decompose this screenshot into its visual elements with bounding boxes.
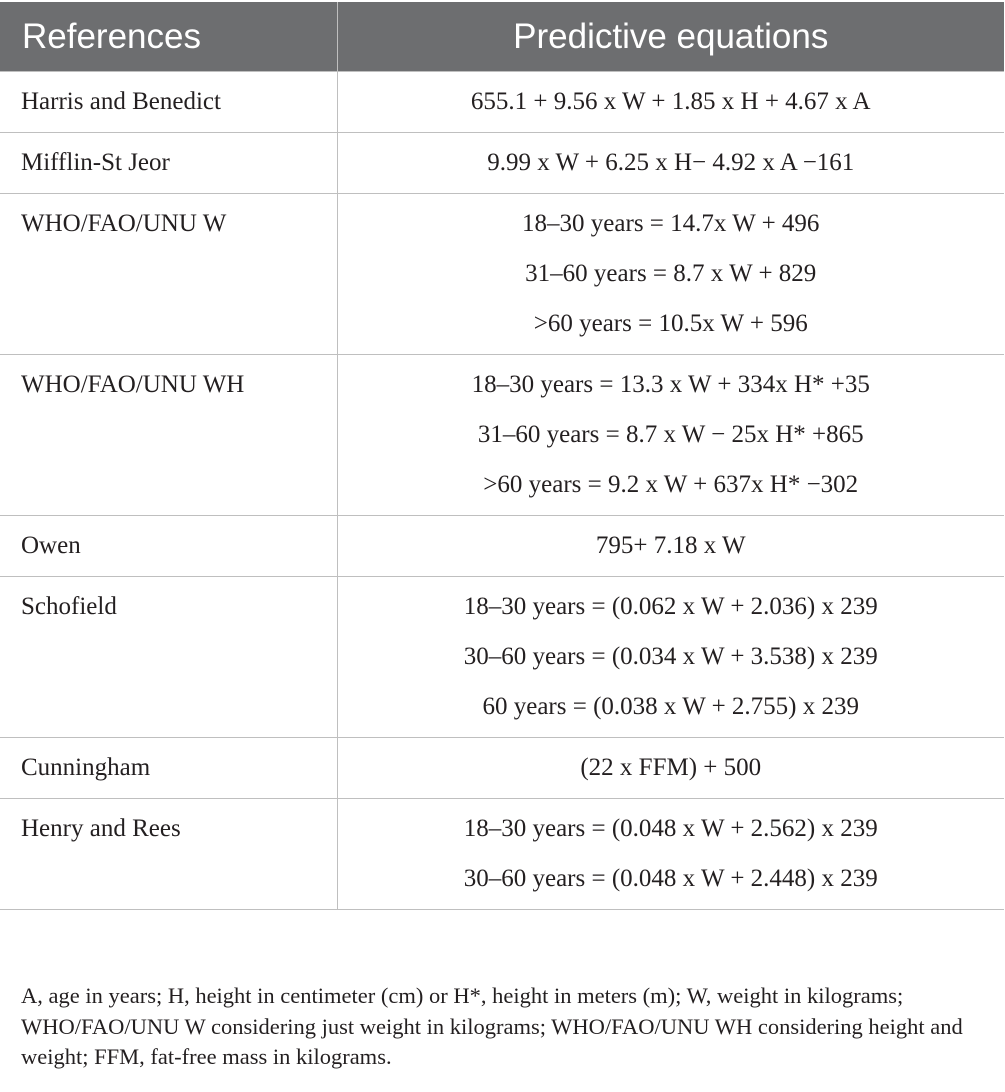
table-row	[0, 133, 1004, 194]
equation-line: 60 years = (0.038 x W + 2.755) x 239	[482, 693, 860, 720]
table-row	[0, 577, 1004, 738]
reference-cell	[0, 72, 337, 133]
reference-name: Harris and Benedict	[21, 88, 221, 115]
equation-line: 795+ 7.18 x W	[595, 532, 746, 559]
equation-cell	[337, 355, 1004, 516]
reference-cell	[0, 799, 337, 910]
equation-line: 18–30 years = (0.048 x W + 2.562) x 239	[463, 815, 878, 842]
table-row	[0, 72, 1004, 133]
reference-cell	[0, 133, 337, 194]
table-row	[0, 799, 1004, 910]
reference-cell	[0, 577, 337, 738]
reference-name: Mifflin-St Jeor	[21, 149, 170, 176]
equation-cell	[337, 194, 1004, 355]
reference-name: Henry and Rees	[21, 815, 181, 842]
equation-line: 18–30 years = 13.3 x W + 334x H* +35	[471, 371, 870, 398]
equation-line: >60 years = 9.2 x W + 637x H* −302	[483, 471, 859, 498]
reference-name: Schofield	[21, 593, 117, 620]
column-header-references: References	[0, 2, 337, 72]
equation-cell	[337, 72, 1004, 133]
reference-name: WHO/FAO/UNU WH	[21, 371, 245, 398]
equation-line: 30–60 years = (0.048 x W + 2.448) x 239	[463, 865, 878, 892]
table-row	[0, 516, 1004, 577]
equation-line: 9.99 x W + 6.25 x H− 4.92 x A −161	[487, 149, 855, 176]
equation-cell	[337, 516, 1004, 577]
column-header-predictive-equations: Predictive equations	[337, 2, 1004, 72]
equation-line: 31–60 years = 8.7 x W − 25x H* +865	[477, 421, 864, 448]
equation-cell	[337, 577, 1004, 738]
equation-cell	[337, 133, 1004, 194]
equation-line: (22 x FFM) + 500	[580, 754, 762, 781]
equation-line: 31–60 years = 8.7 x W + 829	[525, 260, 817, 287]
table-row	[0, 355, 1004, 516]
reference-name: Cunningham	[21, 754, 151, 781]
reference-name: Owen	[21, 532, 81, 559]
equation-line: 655.1 + 9.56 x W + 1.85 x H + 4.67 x A	[470, 88, 871, 115]
reference-cell	[0, 355, 337, 516]
reference-cell	[0, 738, 337, 799]
reference-cell	[0, 516, 337, 577]
equation-cell	[337, 738, 1004, 799]
reference-name: WHO/FAO/UNU W	[21, 210, 227, 237]
equation-line: 18–30 years = (0.062 x W + 2.036) x 239	[463, 593, 878, 620]
table-body	[0, 72, 1004, 910]
equation-line: 18–30 years = 14.7x W + 496	[522, 210, 820, 237]
table-row	[0, 738, 1004, 799]
table-footnote: A, age in years; H, height in centimeter (cm) or H*, height in meters (m); W, weight in kilograms; WHO/FAO/UNU W considering just weight in kilograms; WHO/FAO/UNU WH considering height and weight; FFM, fat-free mass in kilograms.	[21, 983, 963, 1069]
equation-line: >60 years = 10.5x W + 596	[533, 310, 808, 337]
table-header-row	[0, 2, 1004, 72]
equation-line: 30–60 years = (0.034 x W + 3.538) x 239	[463, 643, 878, 670]
reference-cell	[0, 194, 337, 355]
equation-cell	[337, 799, 1004, 910]
equations-table	[0, 2, 1004, 910]
table-row	[0, 194, 1004, 355]
